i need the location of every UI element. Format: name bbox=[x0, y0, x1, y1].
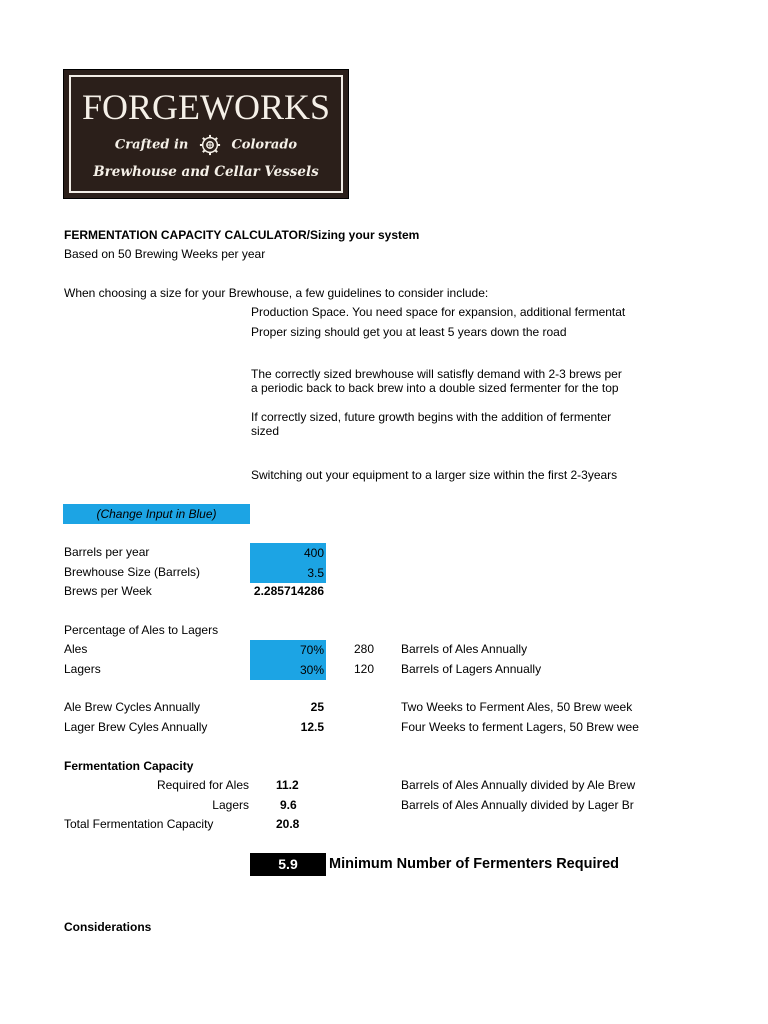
capacity-ales-desc: Barrels of Ales Annually divided by Ale Brew bbox=[401, 778, 636, 792]
brews-per-week-value: 2.285714286 bbox=[253, 584, 324, 598]
capacity-lagers-value: 9.6 bbox=[280, 798, 297, 812]
lager-cycles-desc: Four Weeks to ferment Lagers, 50 Brew wee bbox=[401, 720, 639, 734]
forgeworks-logo bbox=[63, 69, 349, 199]
guideline-future-growth-line1: If correctly sized, future growth begins with the addition of fermenter bbox=[251, 410, 612, 424]
ales-percentage-value: 70% bbox=[299, 643, 324, 657]
guideline-correct-size-line2: a periodic back to back brew into a double sized fermenter for the top bbox=[251, 381, 619, 395]
logo-crafted-line bbox=[71, 134, 341, 156]
guideline-production-space: Production Space. You need space for expansion, additional fermentat bbox=[251, 305, 626, 319]
ales-percentage-cell[interactable] bbox=[250, 640, 326, 660]
capacity-lagers-label: Lagers bbox=[212, 798, 249, 812]
ratio-heading: Percentage of Ales to Lagers bbox=[64, 623, 219, 637]
lagers-label: Lagers bbox=[64, 662, 101, 676]
guideline-future-growth-line2: sized bbox=[251, 424, 280, 438]
calculator-subtitle: Based on 50 Brewing Weeks per year bbox=[64, 247, 266, 261]
barrels-per-year-label: Barrels per year bbox=[64, 545, 150, 559]
ales-label: Ales bbox=[64, 642, 88, 656]
brewhouse-size-value: 3.5 bbox=[307, 566, 324, 580]
gear-icon bbox=[199, 134, 221, 156]
ale-cycles-value: 25 bbox=[310, 700, 324, 714]
ales-barrels-value: 280 bbox=[353, 642, 374, 656]
ale-cycles-desc: Two Weeks to Ferment Ales, 50 Brew week bbox=[401, 700, 633, 714]
capacity-ales-value: 11.2 bbox=[276, 778, 299, 792]
logo-brand: FORGEWORKS bbox=[81, 87, 331, 127]
lagers-barrels-desc: Barrels of Lagers Annually bbox=[401, 662, 542, 676]
capacity-ales-label: Required for Ales bbox=[156, 778, 249, 792]
calculator-title: FERMENTATION CAPACITY CALCULATOR/Sizing your system bbox=[64, 228, 420, 242]
brews-per-week-label: Brews per Week bbox=[64, 584, 152, 598]
guideline-proper-sizing: Proper sizing should get you at least 5 years down the road bbox=[251, 325, 567, 339]
lagers-barrels-value: 120 bbox=[353, 662, 374, 676]
brewhouse-size-cell[interactable] bbox=[250, 563, 326, 583]
capacity-heading: Fermentation Capacity bbox=[64, 759, 194, 773]
min-fermenters-value: 5.9 bbox=[250, 853, 326, 876]
capacity-lagers-desc: Barrels of Ales Annually divided by Lager Br bbox=[401, 798, 634, 812]
logo-tagline: Brewhouse and Cellar Vessels bbox=[93, 164, 319, 180]
total-capacity-label: Total Fermentation Capacity bbox=[64, 817, 214, 831]
ales-barrels-desc: Barrels of Ales Annually bbox=[401, 642, 528, 656]
lager-cycles-label: Lager Brew Cyles Annually bbox=[64, 720, 208, 734]
guidelines-intro: When choosing a size for your Brewhouse, a few guidelines to consider include: bbox=[64, 286, 489, 300]
min-fermenters-label: Minimum Number of Fermenters Required bbox=[329, 856, 620, 872]
brewhouse-size-label: Brewhouse Size (Barrels) bbox=[64, 565, 201, 579]
lagers-percentage-cell[interactable] bbox=[250, 660, 326, 680]
guideline-correct-size-line1: The correctly sized brewhouse will satisfly demand with 2-3 brews per bbox=[251, 367, 622, 381]
ale-cycles-label: Ale Brew Cycles Annually bbox=[64, 700, 201, 714]
considerations-heading: Considerations bbox=[64, 920, 152, 934]
logo-border bbox=[69, 75, 343, 193]
logo-crafted-right: Colorado bbox=[231, 137, 298, 153]
barrels-per-year-cell[interactable] bbox=[250, 543, 326, 563]
total-capacity-value: 20.8 bbox=[276, 817, 300, 831]
input-banner bbox=[63, 504, 250, 524]
logo-crafted-left: Crafted in bbox=[114, 137, 189, 153]
input-banner-label: (Change Input in Blue) bbox=[96, 507, 217, 521]
barrels-per-year-value: 400 bbox=[303, 546, 324, 560]
lager-cycles-value: 12.5 bbox=[300, 720, 324, 734]
guideline-switching-out: Switching out your equipment to a larger size within the first 2-3years bbox=[251, 468, 618, 482]
lagers-percentage-value: 30% bbox=[299, 663, 324, 677]
